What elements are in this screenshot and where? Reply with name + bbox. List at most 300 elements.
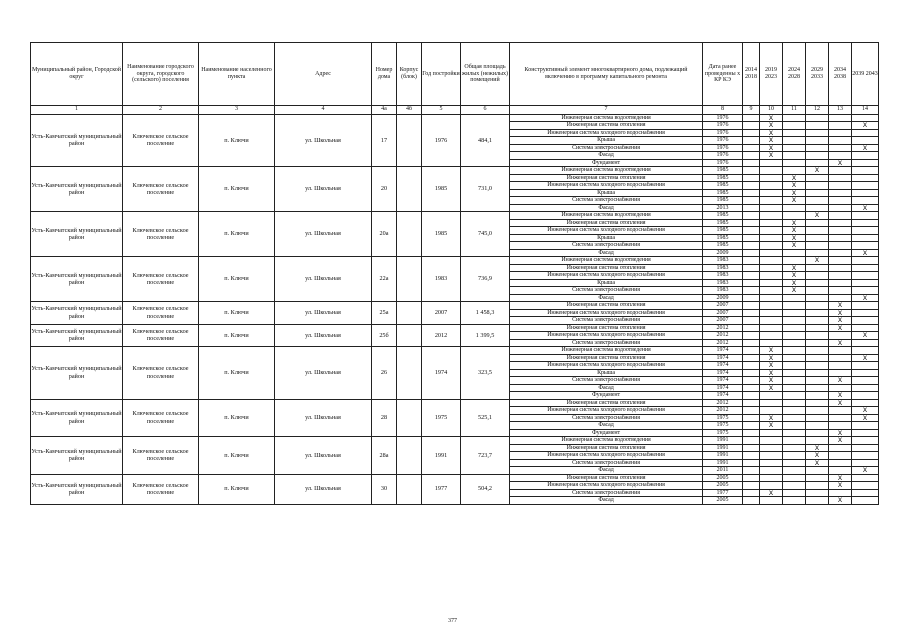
period-mark-cell	[760, 189, 783, 197]
period-mark-cell	[829, 212, 852, 220]
structural-element-cell: Крыша	[510, 279, 703, 287]
previous-repair-date-cell: 1985	[703, 174, 743, 182]
period-mark-cell	[852, 197, 879, 205]
district-cell: Усть-Камчатский муниципальный район	[31, 324, 123, 347]
period-mark-cell	[852, 242, 879, 250]
previous-repair-date-cell: 2009	[703, 249, 743, 257]
district-cell: Усть-Камчатский муниципальный район	[31, 257, 123, 302]
build-year-cell: 1975	[422, 399, 461, 437]
period-mark-cell	[829, 174, 852, 182]
settlement-cell: Ключевское сельское поселение	[123, 114, 199, 167]
period-mark-cell	[852, 137, 879, 145]
structural-element-cell: Инженерная система холодного водоснабжения	[510, 362, 703, 370]
period-mark-cell	[743, 182, 760, 190]
previous-repair-date-cell: 1977	[703, 489, 743, 497]
period-mark-cell	[806, 182, 829, 190]
period-mark-cell	[806, 354, 829, 362]
previous-repair-date-cell: 1985	[703, 227, 743, 235]
period-mark-cell	[783, 324, 806, 332]
column-header: 2039 2043	[852, 43, 879, 106]
period-mark-cell	[743, 452, 760, 460]
period-mark-cell	[829, 407, 852, 415]
period-mark-cell	[852, 399, 879, 407]
period-mark-cell: X	[829, 309, 852, 317]
previous-repair-date-cell: 2012	[703, 324, 743, 332]
period-mark-cell	[760, 159, 783, 167]
column-header: Адрес	[275, 43, 372, 106]
period-mark-cell	[783, 354, 806, 362]
period-mark-cell	[829, 167, 852, 175]
structural-element-cell: Инженерная система холодного водоснабжения	[510, 272, 703, 280]
column-header: 2014 2018	[743, 43, 760, 106]
period-mark-cell	[743, 467, 760, 475]
period-mark-cell	[743, 309, 760, 317]
period-mark-cell	[743, 264, 760, 272]
previous-repair-date-cell: 1985	[703, 242, 743, 250]
period-mark-cell	[852, 272, 879, 280]
house-number-cell: 28	[372, 399, 397, 437]
period-mark-cell	[760, 167, 783, 175]
period-mark-cell	[783, 444, 806, 452]
previous-repair-date-cell: 1985	[703, 219, 743, 227]
period-mark-cell	[806, 317, 829, 325]
settlement-cell: Ключевское сельское поселение	[123, 302, 199, 325]
period-mark-cell	[852, 174, 879, 182]
period-mark-cell: X	[829, 474, 852, 482]
period-mark-cell	[806, 369, 829, 377]
district-cell: Усть-Камчатский муниципальный район	[31, 437, 123, 475]
period-mark-cell	[806, 264, 829, 272]
column-header: Номер дома	[372, 43, 397, 106]
period-mark-cell	[783, 429, 806, 437]
period-mark-cell: X	[783, 182, 806, 190]
period-mark-cell: X	[829, 399, 852, 407]
block-cell	[397, 167, 422, 212]
area-cell: 736,9	[461, 257, 510, 302]
table-row	[31, 399, 879, 407]
structural-element-cell: Инженерная система отопления	[510, 302, 703, 310]
period-mark-cell	[760, 444, 783, 452]
previous-repair-date-cell: 1976	[703, 129, 743, 137]
period-mark-cell	[743, 332, 760, 340]
period-mark-cell: X	[829, 392, 852, 400]
district-cell: Усть-Камчатский муниципальный район	[31, 474, 123, 504]
period-mark-cell	[806, 407, 829, 415]
period-mark-cell	[743, 369, 760, 377]
build-year-cell: 1991	[422, 437, 461, 475]
period-mark-cell	[743, 227, 760, 235]
previous-repair-date-cell: 2005	[703, 497, 743, 505]
build-year-cell: 2012	[422, 324, 461, 347]
period-mark-cell	[829, 294, 852, 302]
period-mark-cell	[852, 309, 879, 317]
structural-element-cell: Инженерная система водоотведения	[510, 437, 703, 445]
column-number: 11	[783, 106, 806, 115]
period-mark-cell	[806, 227, 829, 235]
period-mark-cell	[783, 167, 806, 175]
structural-element-cell: Фундамент	[510, 392, 703, 400]
previous-repair-date-cell: 1985	[703, 197, 743, 205]
period-mark-cell	[760, 249, 783, 257]
column-number: 6	[461, 106, 510, 115]
period-mark-cell	[852, 459, 879, 467]
period-mark-cell	[760, 429, 783, 437]
table-row	[31, 302, 879, 310]
previous-repair-date-cell: 2005	[703, 474, 743, 482]
period-mark-cell	[852, 339, 879, 347]
structural-element-cell: Фундамент	[510, 159, 703, 167]
period-mark-cell: X	[806, 452, 829, 460]
structural-element-cell: Инженерная система отопления	[510, 174, 703, 182]
period-mark-cell	[806, 384, 829, 392]
period-mark-cell	[783, 204, 806, 212]
period-mark-cell	[760, 339, 783, 347]
period-mark-cell	[829, 444, 852, 452]
period-mark-cell	[783, 407, 806, 415]
period-mark-cell	[783, 137, 806, 145]
previous-repair-date-cell: 1983	[703, 257, 743, 265]
column-number: 1	[31, 106, 123, 115]
period-mark-cell	[852, 114, 879, 122]
table-header	[31, 43, 879, 115]
period-mark-cell: X	[829, 377, 852, 385]
period-mark-cell: X	[760, 369, 783, 377]
period-mark-cell	[743, 362, 760, 370]
house-number-cell: 22а	[372, 257, 397, 302]
period-mark-cell	[760, 272, 783, 280]
period-mark-cell	[783, 152, 806, 160]
period-mark-cell	[806, 279, 829, 287]
period-mark-cell: X	[783, 197, 806, 205]
period-mark-cell	[743, 324, 760, 332]
period-mark-cell	[743, 219, 760, 227]
structural-element-cell: Инженерная система отопления	[510, 474, 703, 482]
period-mark-cell: X	[806, 212, 829, 220]
address-cell: ул. Школьная	[275, 399, 372, 437]
period-mark-cell	[760, 174, 783, 182]
period-mark-cell	[806, 249, 829, 257]
period-mark-cell: X	[760, 122, 783, 130]
structural-element-cell: Фасад	[510, 152, 703, 160]
period-mark-cell	[743, 204, 760, 212]
period-mark-cell	[783, 339, 806, 347]
period-mark-cell	[806, 137, 829, 145]
period-mark-cell	[806, 272, 829, 280]
period-mark-cell	[783, 474, 806, 482]
period-mark-cell	[806, 144, 829, 152]
table-row	[31, 167, 879, 175]
area-cell: 484,1	[461, 114, 510, 167]
period-mark-cell	[743, 114, 760, 122]
address-cell: ул. Школьная	[275, 347, 372, 400]
period-mark-cell: X	[760, 422, 783, 430]
previous-repair-date-cell: 2007	[703, 302, 743, 310]
structural-element-cell: Фасад	[510, 422, 703, 430]
period-mark-cell	[829, 114, 852, 122]
previous-repair-date-cell: 1985	[703, 167, 743, 175]
period-mark-cell	[783, 332, 806, 340]
period-mark-cell	[760, 242, 783, 250]
locality-cell: п. Ключи	[199, 257, 275, 302]
previous-repair-date-cell: 1983	[703, 272, 743, 280]
period-mark-cell	[852, 377, 879, 385]
column-header: Год постройки	[422, 43, 461, 106]
structural-element-cell: Фасад	[510, 249, 703, 257]
structural-element-cell: Фасад	[510, 384, 703, 392]
period-mark-cell	[852, 227, 879, 235]
column-header: Наименование населенного пункта	[199, 43, 275, 106]
period-mark-cell	[806, 152, 829, 160]
block-cell	[397, 302, 422, 325]
settlement-cell: Ключевское сельское поселение	[123, 437, 199, 475]
locality-cell: п. Ключи	[199, 167, 275, 212]
previous-repair-date-cell: 2007	[703, 317, 743, 325]
period-mark-cell	[829, 459, 852, 467]
period-mark-cell	[829, 182, 852, 190]
structural-element-cell: Крыша	[510, 369, 703, 377]
period-mark-cell	[829, 452, 852, 460]
previous-repair-date-cell: 1976	[703, 137, 743, 145]
period-mark-cell: X	[760, 144, 783, 152]
period-mark-cell: X	[760, 377, 783, 385]
previous-repair-date-cell: 1983	[703, 279, 743, 287]
previous-repair-date-cell: 2012	[703, 399, 743, 407]
address-cell: ул. Школьная	[275, 474, 372, 504]
previous-repair-date-cell: 1974	[703, 362, 743, 370]
period-mark-cell	[852, 362, 879, 370]
period-mark-cell	[760, 452, 783, 460]
period-mark-cell	[852, 452, 879, 460]
period-mark-cell	[783, 414, 806, 422]
column-header: 2029 2033	[806, 43, 829, 106]
period-mark-cell	[760, 437, 783, 445]
period-mark-cell	[806, 414, 829, 422]
build-year-cell: 1983	[422, 257, 461, 302]
period-mark-cell	[829, 257, 852, 265]
locality-cell: п. Ключи	[199, 212, 275, 257]
structural-element-cell: Система электроснабжения	[510, 377, 703, 385]
period-mark-cell: X	[783, 174, 806, 182]
period-mark-cell	[829, 272, 852, 280]
period-mark-cell	[829, 137, 852, 145]
period-mark-cell	[829, 279, 852, 287]
period-mark-cell: X	[852, 414, 879, 422]
block-cell	[397, 212, 422, 257]
period-mark-cell	[852, 212, 879, 220]
previous-repair-date-cell: 1985	[703, 234, 743, 242]
period-mark-cell: X	[760, 152, 783, 160]
period-mark-cell	[743, 129, 760, 137]
area-cell: 504,2	[461, 474, 510, 504]
block-cell	[397, 437, 422, 475]
structural-element-cell: Система электроснабжения	[510, 317, 703, 325]
period-mark-cell	[852, 384, 879, 392]
structural-element-cell: Фасад	[510, 497, 703, 505]
period-mark-cell	[783, 122, 806, 130]
period-mark-cell	[829, 144, 852, 152]
structural-element-cell: Инженерная система холодного водоснабжения	[510, 227, 703, 235]
block-cell	[397, 257, 422, 302]
period-mark-cell	[783, 459, 806, 467]
previous-repair-date-cell: 1976	[703, 152, 743, 160]
structural-element-cell: Фундамент	[510, 429, 703, 437]
period-mark-cell	[806, 234, 829, 242]
column-number: 7	[510, 106, 703, 115]
area-cell: 731,0	[461, 167, 510, 212]
period-mark-cell	[783, 302, 806, 310]
period-mark-cell	[743, 414, 760, 422]
period-mark-cell	[829, 189, 852, 197]
period-mark-cell	[852, 444, 879, 452]
period-mark-cell	[806, 242, 829, 250]
period-mark-cell	[743, 122, 760, 130]
column-number: 4	[275, 106, 372, 115]
previous-repair-date-cell: 1985	[703, 182, 743, 190]
column-number: 9	[743, 106, 760, 115]
period-mark-cell	[743, 144, 760, 152]
period-mark-cell	[806, 422, 829, 430]
period-mark-cell	[852, 422, 879, 430]
period-mark-cell	[806, 399, 829, 407]
previous-repair-date-cell: 1976	[703, 144, 743, 152]
period-mark-cell: X	[852, 249, 879, 257]
period-mark-cell	[806, 114, 829, 122]
period-mark-cell	[743, 152, 760, 160]
period-mark-cell	[829, 129, 852, 137]
period-mark-cell	[852, 279, 879, 287]
period-mark-cell	[829, 347, 852, 355]
address-cell: ул. Школьная	[275, 257, 372, 302]
previous-repair-date-cell: 1983	[703, 264, 743, 272]
period-mark-cell	[852, 189, 879, 197]
period-mark-cell	[743, 482, 760, 490]
period-mark-cell	[852, 429, 879, 437]
previous-repair-date-cell: 2009	[703, 294, 743, 302]
period-mark-cell: X	[852, 354, 879, 362]
period-mark-cell	[852, 317, 879, 325]
previous-repair-date-cell: 2012	[703, 332, 743, 340]
structural-element-cell: Инженерная система холодного водоснабжения	[510, 182, 703, 190]
previous-repair-date-cell: 2013	[703, 204, 743, 212]
period-mark-cell	[783, 294, 806, 302]
period-mark-cell	[783, 497, 806, 505]
period-mark-cell: X	[783, 234, 806, 242]
column-header: Корпус (блок)	[397, 43, 422, 106]
period-mark-cell: X	[852, 407, 879, 415]
period-mark-cell	[743, 212, 760, 220]
period-mark-cell	[806, 302, 829, 310]
period-mark-cell	[829, 369, 852, 377]
period-mark-cell	[806, 294, 829, 302]
column-header: Дата ранее проведенны х КР КЭ	[703, 43, 743, 106]
period-mark-cell	[806, 474, 829, 482]
period-mark-cell: X	[806, 257, 829, 265]
column-header: Наименование городского округа, городского (сельского) поселения	[123, 43, 199, 106]
period-mark-cell	[829, 152, 852, 160]
district-cell: Усть-Камчатский муниципальный район	[31, 302, 123, 325]
locality-cell: п. Ключи	[199, 437, 275, 475]
period-mark-cell	[806, 482, 829, 490]
house-number-cell: 26	[372, 347, 397, 400]
build-year-cell: 1977	[422, 474, 461, 504]
period-mark-cell	[852, 482, 879, 490]
period-mark-cell	[760, 257, 783, 265]
period-mark-cell: X	[760, 129, 783, 137]
period-mark-cell	[783, 369, 806, 377]
table-row	[31, 474, 879, 482]
district-cell: Усть-Камчатский муниципальный район	[31, 167, 123, 212]
period-mark-cell	[760, 182, 783, 190]
column-number: 2	[123, 106, 199, 115]
previous-repair-date-cell: 1991	[703, 437, 743, 445]
column-header: Муниципальный район, Городской округ	[31, 43, 123, 106]
period-mark-cell	[760, 279, 783, 287]
period-mark-cell	[852, 182, 879, 190]
locality-cell: п. Ключи	[199, 302, 275, 325]
period-mark-cell	[783, 249, 806, 257]
structural-element-cell: Инженерная система отопления	[510, 324, 703, 332]
period-mark-cell	[760, 474, 783, 482]
period-mark-cell	[760, 197, 783, 205]
structural-element-cell: Инженерная система водоотведения	[510, 212, 703, 220]
settlement-cell: Ключевское сельское поселение	[123, 347, 199, 400]
period-mark-cell	[783, 347, 806, 355]
column-number: 13	[829, 106, 852, 115]
area-cell: 1 399,5	[461, 324, 510, 347]
period-mark-cell	[852, 159, 879, 167]
previous-repair-date-cell: 1974	[703, 354, 743, 362]
period-mark-cell	[806, 489, 829, 497]
structural-element-cell: Инженерная система водоотведения	[510, 167, 703, 175]
address-cell: ул. Школьная	[275, 302, 372, 325]
period-mark-cell	[806, 219, 829, 227]
structural-element-cell: Система электроснабжения	[510, 144, 703, 152]
period-mark-cell: X	[760, 137, 783, 145]
period-mark-cell	[783, 159, 806, 167]
build-year-cell: 2007	[422, 302, 461, 325]
house-number-cell: 17	[372, 114, 397, 167]
house-number-cell: 20а	[372, 212, 397, 257]
previous-repair-date-cell: 2012	[703, 339, 743, 347]
period-mark-cell	[829, 219, 852, 227]
structural-element-cell: Крыша	[510, 234, 703, 242]
column-header: 2024 2028	[783, 43, 806, 106]
previous-repair-date-cell: 1975	[703, 429, 743, 437]
structural-element-cell: Инженерная система холодного водоснабжения	[510, 452, 703, 460]
period-mark-cell	[783, 309, 806, 317]
period-mark-cell	[743, 347, 760, 355]
period-mark-cell: X	[829, 324, 852, 332]
period-mark-cell: X	[852, 294, 879, 302]
area-cell: 1 458,3	[461, 302, 510, 325]
previous-repair-date-cell: 2012	[703, 407, 743, 415]
period-mark-cell: X	[760, 384, 783, 392]
period-mark-cell	[783, 399, 806, 407]
locality-cell: п. Ключи	[199, 347, 275, 400]
period-mark-cell	[806, 362, 829, 370]
period-mark-cell	[783, 377, 806, 385]
settlement-cell: Ключевское сельское поселение	[123, 212, 199, 257]
period-mark-cell	[743, 167, 760, 175]
structural-element-cell: Крыша	[510, 189, 703, 197]
period-mark-cell	[783, 422, 806, 430]
period-mark-cell	[743, 159, 760, 167]
period-mark-cell	[783, 114, 806, 122]
settlement-cell: Ключевское сельское поселение	[123, 167, 199, 212]
district-cell: Усть-Камчатский муниципальный район	[31, 212, 123, 257]
structural-element-cell: Крыша	[510, 137, 703, 145]
period-mark-cell	[783, 467, 806, 475]
